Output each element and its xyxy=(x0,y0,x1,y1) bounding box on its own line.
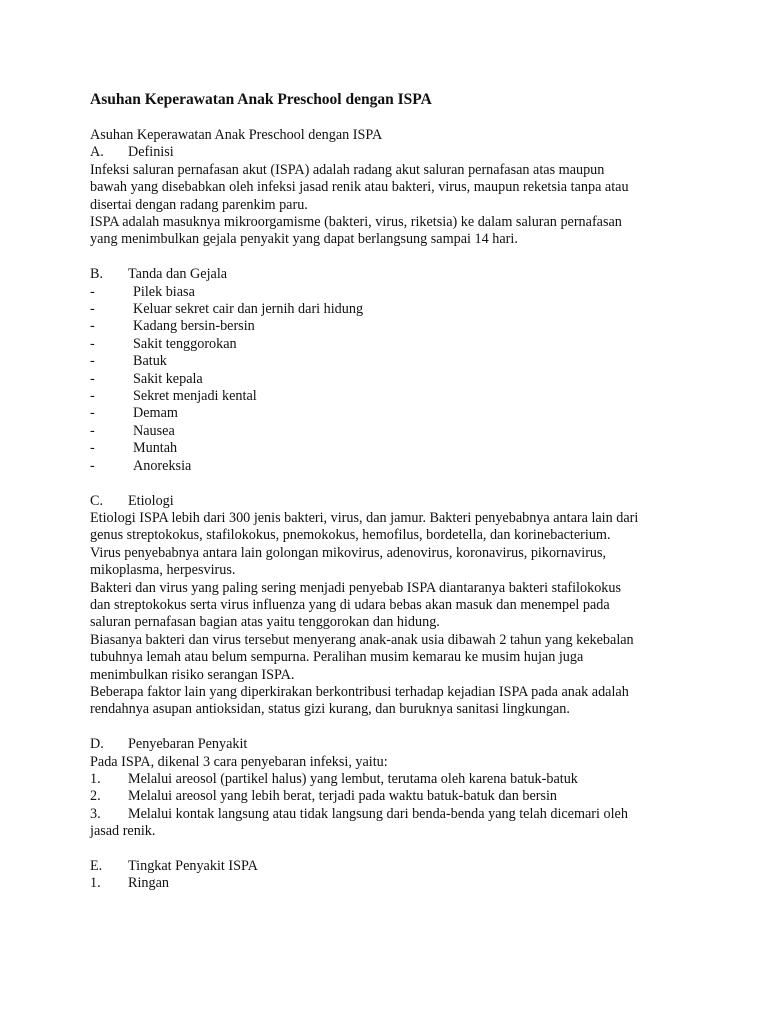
item-number: 3. xyxy=(90,805,101,822)
list-item-text: Sakit kepala xyxy=(133,370,203,387)
section-c-heading xyxy=(90,493,730,510)
list-item-text: Demam xyxy=(133,405,178,422)
document-subtitle: Asuhan Keperawatan Anak Preschool dengan ISPA xyxy=(90,127,383,143)
section-a-heading xyxy=(90,144,730,161)
list-item xyxy=(90,440,730,457)
list-item xyxy=(90,284,730,301)
paragraph-line: tubuhnya lemah atau belum sempurna. Peralihan musim kemarau ke musim hujan juga xyxy=(90,649,584,666)
dash-bullet: - xyxy=(90,353,95,370)
numbered-item xyxy=(90,771,730,788)
section-e-list xyxy=(90,875,730,892)
item-text: Ringan xyxy=(128,875,169,892)
paragraph-line: Bakteri dan virus yang paling sering menjadi penyebab ISPA diantaranya bakteri stafilokokus xyxy=(90,579,621,596)
dash-bullet: - xyxy=(90,457,95,474)
section-d-letter: D. xyxy=(90,736,104,753)
list-item xyxy=(90,301,730,318)
dash-bullet: - xyxy=(90,301,95,318)
dash-bullet: - xyxy=(90,318,95,335)
section-a-letter: A. xyxy=(90,144,104,161)
dash-bullet: - xyxy=(90,335,95,352)
item-text: Melalui areosol yang lebih berat, terjadi pada waktu batuk-batuk dan bersin xyxy=(128,788,558,805)
paragraph-line: Virus penyebabnya antara lain golongan mikovirus, adenovirus, koronavirus, pikornavirus, xyxy=(90,544,607,561)
paragraph-line: dan streptokokus serta virus influenza yang di udara bebas akan masuk dan menempel pada xyxy=(90,596,610,613)
spacer xyxy=(90,841,730,858)
item-number: 1. xyxy=(90,770,101,787)
numbered-item xyxy=(90,788,730,805)
list-item-text: Keluar sekret cair dan jernih dari hidung xyxy=(133,301,364,318)
section-c-body xyxy=(90,510,730,719)
list-item xyxy=(90,405,730,422)
section-c-letter: C. xyxy=(90,492,104,509)
list-item xyxy=(90,388,730,405)
list-item-text: Muntah xyxy=(133,440,178,457)
paragraph-line: ISPA adalah masuknya mikroorgamisme (bakteri, virus, riketsia) ke dalam saluran pernafasan xyxy=(90,214,622,231)
list-item-text: Sakit tenggorokan xyxy=(133,335,237,352)
paragraph-line: saluran pernafasan bagian atas yaitu tenggorokan dan hidung. xyxy=(90,614,440,631)
document-title: Asuhan Keperawatan Anak Preschool dengan ISPA xyxy=(90,91,432,108)
document-page xyxy=(90,90,730,893)
section-b-letter: B. xyxy=(90,266,104,283)
paragraph-line: rendahnya asupan antioksidan, status gizi kurang, dan buruknya sanitasi lingkungan. xyxy=(90,701,570,718)
section-c-title: Etiologi xyxy=(128,492,174,509)
numbered-item xyxy=(90,806,730,823)
paragraph-line: yang menimbulkan gejala penyakit yang dapat berlangsung sampai 14 hari. xyxy=(90,231,518,248)
spacer xyxy=(90,719,730,736)
paragraph-line: mikoplasma, herpesvirus. xyxy=(90,562,236,579)
item-number: 1. xyxy=(90,875,101,892)
dash-bullet: - xyxy=(90,370,95,387)
dash-bullet: - xyxy=(90,405,95,422)
spacer xyxy=(90,475,730,492)
item-text: Melalui kontak langsung atau tidak langsung dari benda-benda yang telah dicemari oleh xyxy=(128,805,628,822)
paragraph-line: disertai dengan radang parenkim paru. xyxy=(90,196,308,213)
list-item xyxy=(90,336,730,353)
section-d-intro: Pada ISPA, dikenal 3 cara penyebaran infeksi, yaitu: xyxy=(90,753,388,770)
section-d-heading xyxy=(90,736,730,753)
paragraph-line: genus streptokokus, stafilokokus, pnemokokus, hemofilus, bordetella, dan korinebacterium. xyxy=(90,527,611,544)
list-item xyxy=(90,318,730,335)
dash-bullet: - xyxy=(90,283,95,300)
section-d-list xyxy=(90,771,730,823)
list-item xyxy=(90,458,730,475)
list-item-text: Kadang bersin-bersin xyxy=(133,318,255,335)
section-d-title: Penyebaran Penyakit xyxy=(128,736,248,753)
section-b-title: Tanda dan Gejala xyxy=(128,266,228,283)
paragraph-line: Etiologi ISPA lebih dari 300 jenis bakteri, virus, dan jamur. Bakteri penyebabnya antara lain dari xyxy=(90,509,639,526)
paragraph-line: bawah yang disebabkan oleh infeksi jasad renik atau bakteri, virus, maupun reketsia tanpa atau xyxy=(90,179,629,196)
paragraph-line: Biasanya bakteri dan virus tersebut menyerang anak-anak usia dibawah 2 tahun yang kekebalan xyxy=(90,631,634,648)
list-item xyxy=(90,423,730,440)
section-e-heading xyxy=(90,858,730,875)
item-number: 2. xyxy=(90,788,101,805)
section-a-body xyxy=(90,162,730,249)
section-b-list xyxy=(90,284,730,475)
list-item-text: Nausea xyxy=(133,422,175,439)
section-a-title: Definisi xyxy=(128,144,174,161)
paragraph-line: Infeksi saluran pernafasan akut (ISPA) adalah radang akut saluran pernafasan atas maupun xyxy=(90,161,605,178)
dash-bullet: - xyxy=(90,422,95,439)
list-item-text: Pilek biasa xyxy=(133,283,195,300)
list-item xyxy=(90,353,730,370)
numbered-item xyxy=(90,875,730,892)
item-continuation: jasad renik. xyxy=(90,823,156,840)
item-text: Melalui areosol (partikel halus) yang lembut, terutama oleh karena batuk-batuk xyxy=(128,770,578,787)
paragraph-line: menimbulkan risiko serangan ISPA. xyxy=(90,666,295,683)
section-e-letter: E. xyxy=(90,858,103,874)
list-item-text: Batuk xyxy=(133,353,167,370)
spacer xyxy=(90,249,730,266)
paragraph-line: Beberapa faktor lain yang diperkirakan berkontribusi terhadap kejadian ISPA pada anak adalah xyxy=(90,683,629,700)
dash-bullet: - xyxy=(90,440,95,457)
list-item-text: Sekret menjadi kental xyxy=(133,388,257,405)
section-e-title: Tingkat Penyakit ISPA xyxy=(128,858,258,874)
list-item xyxy=(90,371,730,388)
list-item-text: Anoreksia xyxy=(133,457,192,474)
dash-bullet: - xyxy=(90,388,95,405)
section-b-heading xyxy=(90,266,730,283)
